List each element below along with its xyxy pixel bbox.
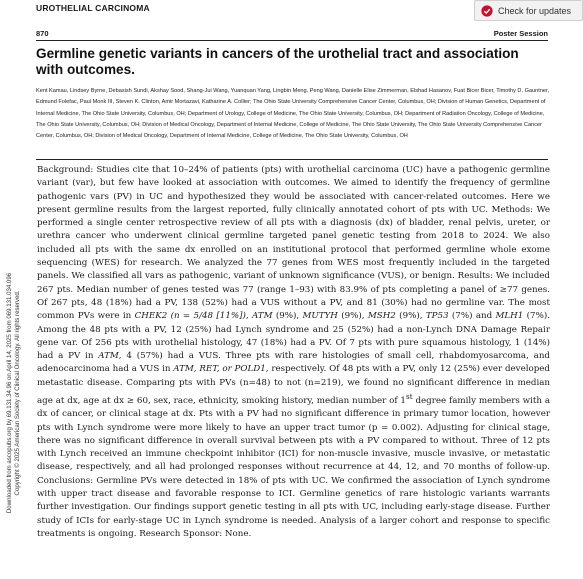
check-updates-label: Check for updates: [498, 5, 572, 16]
download-notice: [3, 246, 25, 540]
abstract-text: , 4 (57%) had a VUS. Three pts with rare histologies of small cell, rhabdomyosarcoma, and adenocarcinoma had a VUS in: [37, 351, 550, 375]
header-divider: [36, 40, 548, 41]
abstract-text: (7%). Among the 48 pts with a PV, 12 (25%) had Lynch syndrome and 25 (52%) had a non-Lynch DNA Damage Repair gene var. Of 256 pts with urothelial histology, 47 (18%) had a PV. Of 7 pts with pure squamous histology, 1 (14%) had a PV in: [37, 311, 550, 362]
gene-name: CHEK2 (n = 5/48 [11%]), ATM: [134, 311, 273, 322]
gene-name: MSH2: [367, 311, 396, 322]
gene-name: ATM, RET, or POLD1: [173, 364, 266, 375]
section-label: UROTHELIAL CARCINOMA: [36, 3, 150, 13]
gene-name: MLH1: [495, 311, 524, 322]
abstract-text: , respectively. Of 48 pts with a PV, only 12 (25%) ever developed metastatic disease. Comparing pts with PVs (n=48) to not (n=219), we found no significant difference in median age at dx, age at dx ≥ 60, sex, race, ethnicity, smoking history, median number of 1: [37, 364, 550, 406]
gene-name: TP53: [425, 311, 449, 322]
author-affiliations: Kent Kamau, Lindsey Byrne, Debasish Sundi, Akshay Sood, Shang-Jui Wang, Yuanquan Yang, Lingbin Meng, Peng Wang, Danielle Elise Zimmerman, Elshad Hasanov, Fuat Bicer Bicer, Timothy D. Gauntner, Edmund Folefac, Paul Monk III, Steven K. Clinton, Amir Mortazavi, Katharine A. Collier; The Ohio State University Comprehensive Cancer Center, Columbus, OH; Division of Human Genetics, Department of Internal Medicine, The Ohio State University, Columbus, OH; Department of Urology, College of Medicine, The Ohio State University, Columbus, OH; Department of Radiation Oncology, College of Medicine, The Ohio State University, Columbus, OH; Division of Medical Oncology, Department of Internal Medicine, College of Medicine, The Ohio State University, The Ohio State University Comprehensive Cancer Center, Columbus, OH; Division of Medical Oncology, Department of Internal Medicine, College of Medicine, The Ohio State University, Columbus, OH: [36, 88, 550, 140]
abstract-text: (7%) and: [448, 311, 496, 322]
check-for-updates-button[interactable]: [474, 0, 583, 21]
abstract-text: degree family members with a dx of cancer, or clinical stage at dx. Pts with a PV had no significant difference in primary tumor location, however pts with Lynch syndrome were more likely to have an upper tract tumor (p = 0.002). Adjusting for clinical stage, there was no significant difference in overall survival between pts with a PV compared to without. Three of 12 pts with Lynch received an immune checkpoint inhibitor (ICI) for non-muscle invasive, muscle invasive, or metastatic disease, respectively, and all had prolonged responses without recurrence at 44, 12, and 70 months of follow-up. Conclusions: Germline PVs were detected in 18% of pts with UC. We confirmed the association of Lynch syndrome with upper tract disease and favorable response to ICI. Germline genetics of rare histologic variants warrants further investigation. Our findings support genetic testing in all pts with UC, including early-stage disease. Further study of ICIs for early-stage UC in Lynch syndrome is needed. Analysis of a larger cohort and response to specific treatments is ongoing. Research Sponsor: None.: [37, 395, 550, 539]
abstract-text: Background: Studies cite that 10–24% of patients (pts) with urothelial carcinoma (UC) have a pathogenic germline variant (var), but few have looked at association with outcomes. We aimed to identify the frequency of germline pathogenic vars (PV) in UC and hypothesized they would be associated with cancer-related outcomes. Here we present germline results from the largest reported, fully clinically annotated cohort of pts with UC. Methods: We performed a single center retrospective review of all pts with a diagnosis (dx) of bladder, renal pelvis, ureter, or urethra cancer who underwent clinical germline targeted panel genetic testing from 2018 to 2024. We also included all pts with the same dx enrolled on an institutional protocol that performed germline whole exome sequencing (WES) for research. We analyzed the 77 genes from WES most frequently included in the targeted panels. We classified all vars as pathogenic, variant of unknown significance (VUS), or benign. Results: We included 267 pts. Median number of genes tested was 77 (range 1–93) with 83.9% of pts completing a panel of ≥77 genes. Of 267 pts, 48 (18%) had a PV, 138 (52%) had a VUS without a PV, and 81 (30%) had no germline var. The most common PVs were in: [37, 165, 550, 322]
check-updates-icon: [481, 5, 493, 17]
authors-divider: [36, 159, 548, 160]
superscript: st: [405, 392, 413, 402]
gene-name: ATM: [98, 351, 119, 362]
copyright-notice-line: Copyright © 2025 American Society of Clinical Oncology. All rights reserved.: [14, 290, 21, 496]
download-notice-text: [6, 273, 22, 513]
abstract-text: (9%),: [337, 311, 368, 322]
download-notice-line: Downloaded from ascopubs.org by 69.131.34.96 on April 14, 2025 from 069.131.034.096: [6, 272, 13, 514]
abstract-number: 870: [36, 29, 49, 38]
gene-name: MUTYH: [302, 311, 338, 322]
abstract-text: (9%),: [272, 311, 303, 322]
abstract-body: [37, 164, 550, 541]
session-type: Poster Session: [493, 29, 548, 38]
abstract-title: Germline genetic variants in cancers of the urothelial tract and association with outcomes.: [36, 46, 519, 77]
abstract-text: (9%),: [395, 311, 426, 322]
